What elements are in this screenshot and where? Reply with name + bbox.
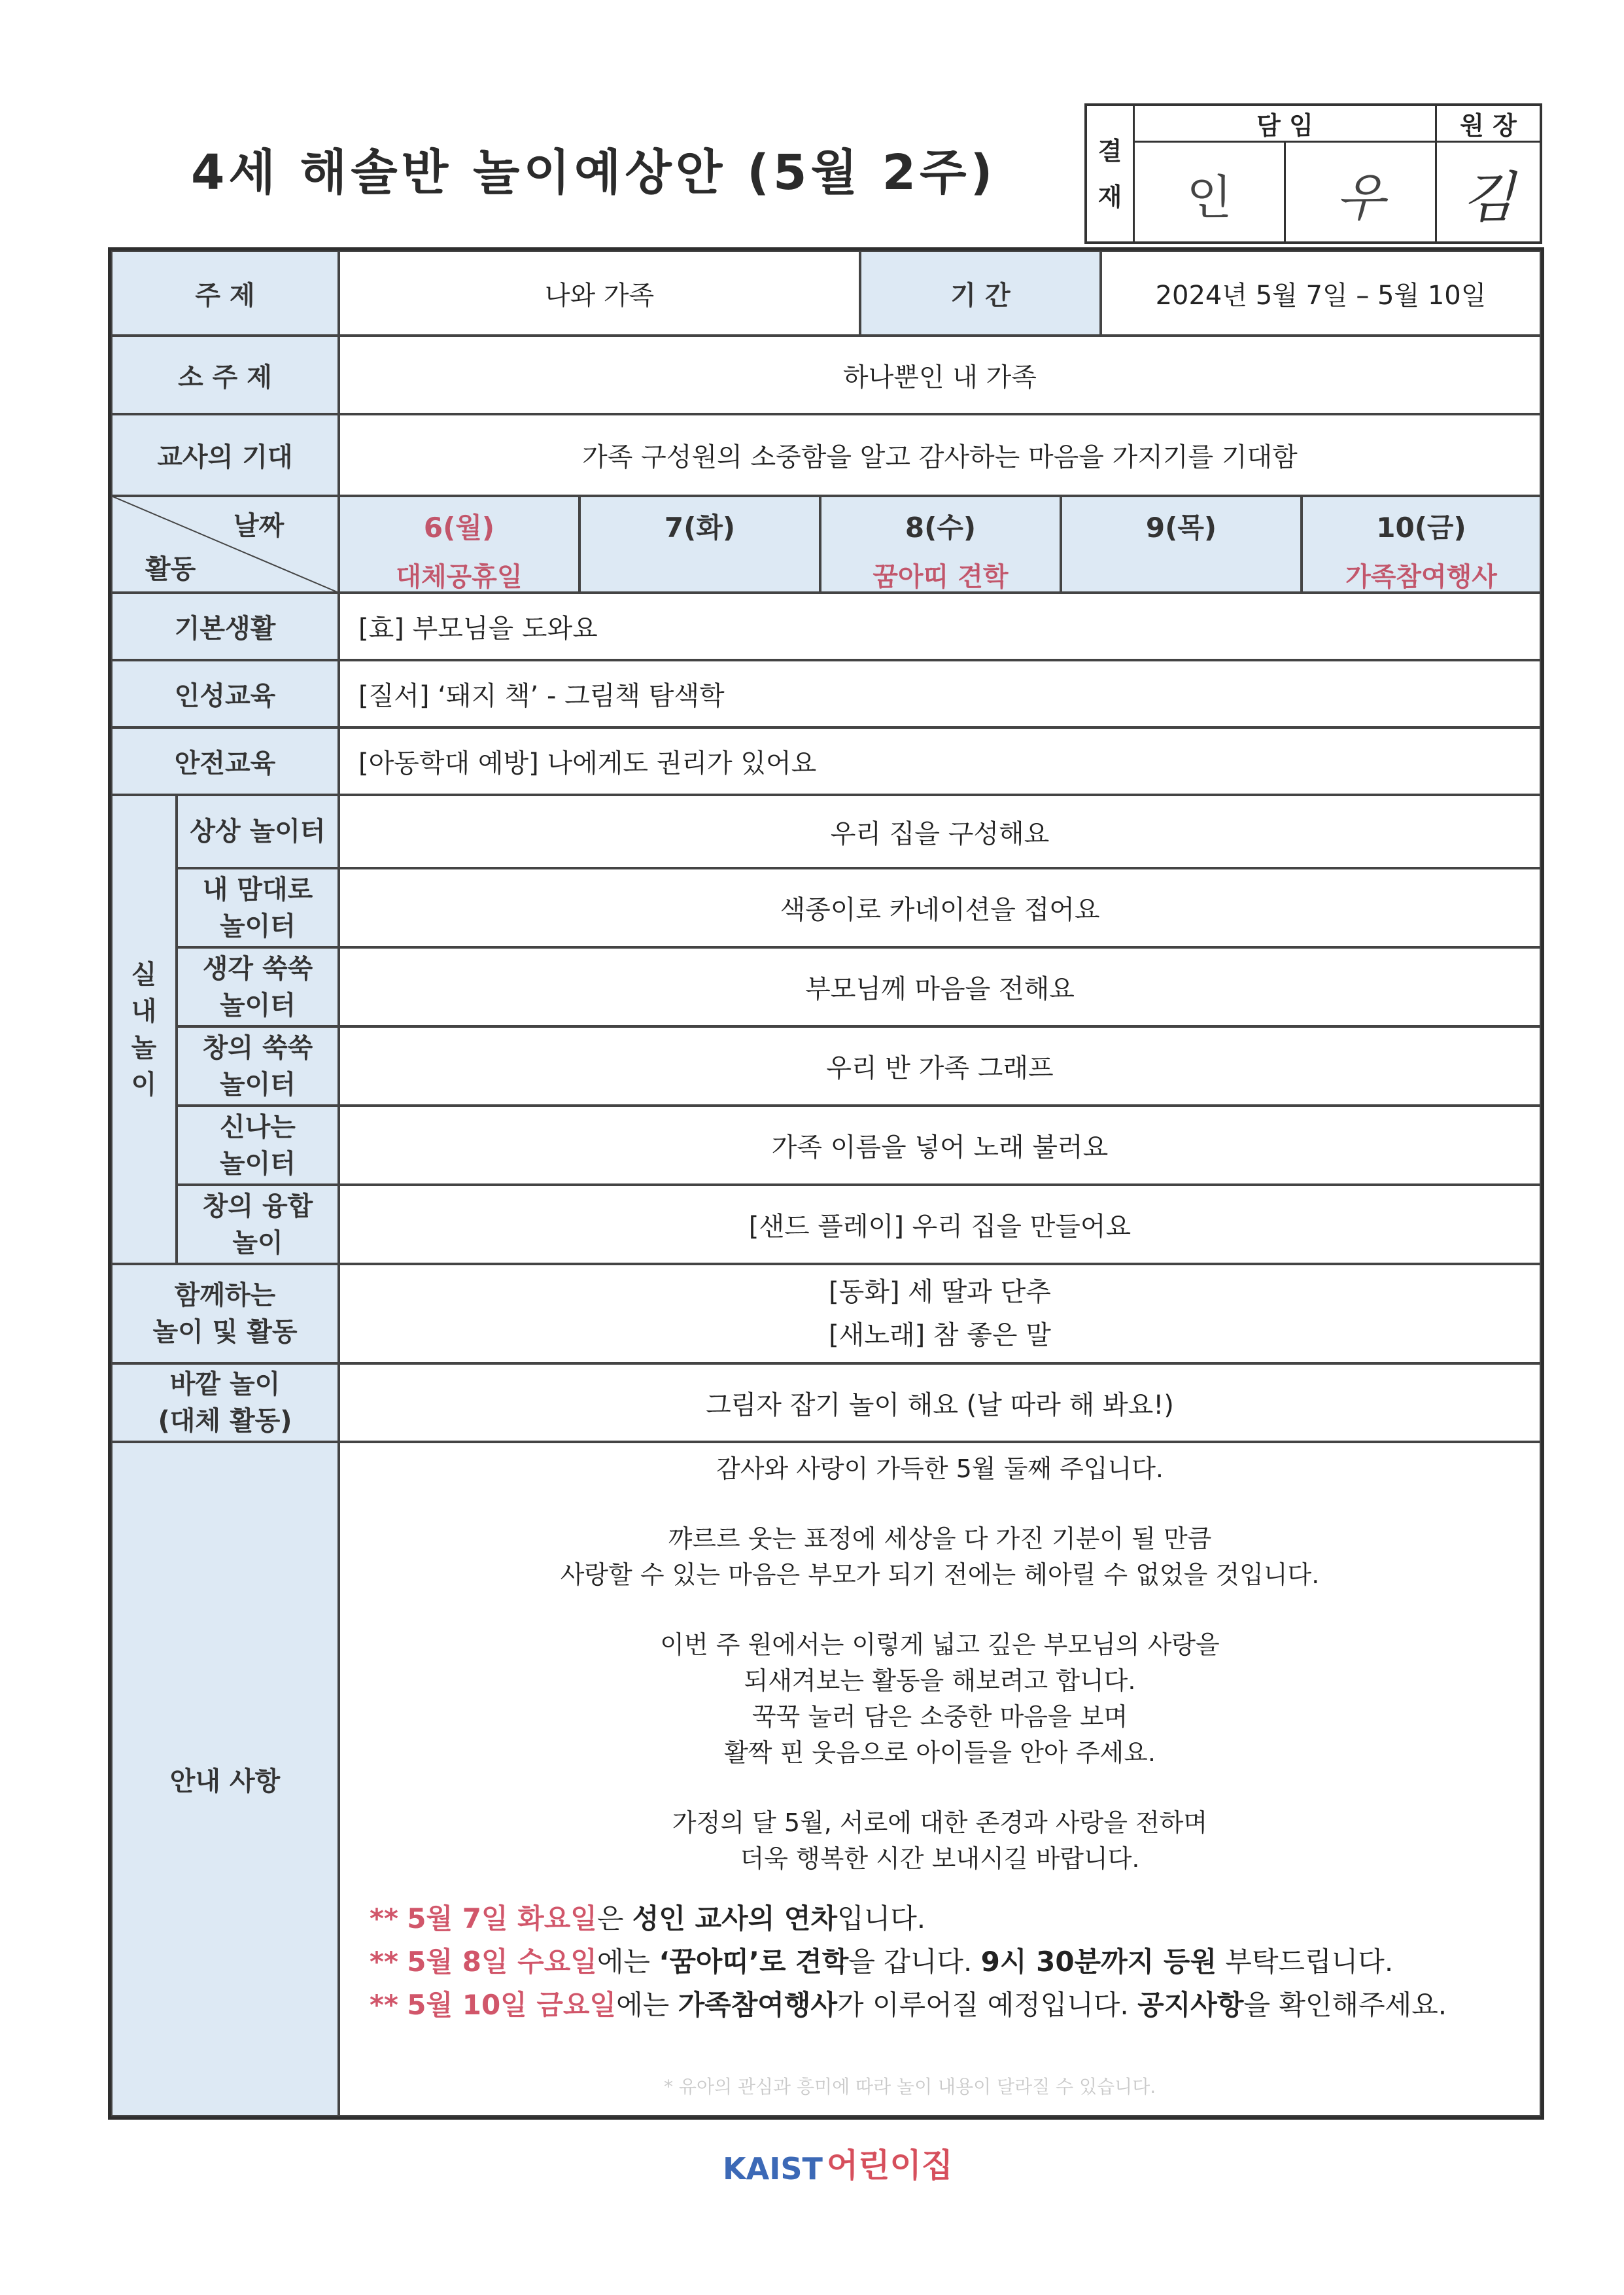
indoor-label-char: 놀 xyxy=(131,1032,157,1063)
basic-life-label: 기본생활 xyxy=(111,593,339,660)
subtheme-value: 하나뿐인 내 가족 xyxy=(339,336,1541,414)
subtheme-label: 소 주 제 xyxy=(111,336,339,414)
notice-bold: ‘꿈아띠’로 견학 xyxy=(659,1946,849,1978)
day-tue xyxy=(579,496,820,593)
notice-paragraph: 꾹꾹 눌러 담은 소중한 마음을 보며 xyxy=(752,1702,1128,1731)
day-date: 7(화) xyxy=(664,512,736,544)
homeroom-signature-1: 인 xyxy=(1133,143,1284,244)
date-label: 날짜 xyxy=(233,511,285,541)
activity-label: 활동 xyxy=(145,554,196,584)
plan-table xyxy=(108,247,1544,2120)
indoor-label-char: 내 xyxy=(131,996,157,1026)
indoor-item-label-line: 창의 쑥쑥 xyxy=(202,1032,313,1063)
day-fri xyxy=(1302,496,1541,593)
day-wed xyxy=(820,496,1061,593)
indoor-item-content: 부모님께 마음을 전해요 xyxy=(339,947,1541,1026)
notice-paragraph: 감사와 사랑이 가득한 5월 둘째 주입니다. xyxy=(716,1454,1164,1483)
logo-text-en: KAIST xyxy=(723,2151,823,2186)
indoor-item-content: 우리 반 가족 그래프 xyxy=(339,1026,1541,1106)
notice-paragraph: 가정의 달 5월, 서로에 대한 존경과 사랑을 전하며 xyxy=(672,1808,1208,1837)
indoor-item-label-line: 놀이 xyxy=(232,1227,283,1258)
star-marker: ** xyxy=(370,1902,398,1935)
indoor-item-label-line: 창의 융합 xyxy=(202,1191,313,1221)
notice-paragraph: 활짝 핀 웃음으로 아이들을 안아 주세요. xyxy=(724,1738,1156,1767)
together-label xyxy=(111,1264,339,1363)
notice-bold: 9시 30분까지 등원 xyxy=(980,1946,1217,1978)
notice-paragraph: 되새겨보는 활동을 해보려고 합니다. xyxy=(744,1666,1136,1695)
basic-life-value: [효] 부모님을 도와요 xyxy=(339,593,1541,660)
day-date: 8(수) xyxy=(905,512,976,544)
theme-value: 나와 가족 xyxy=(339,251,860,336)
indoor-item-content: 색종이로 카네이션을 접어요 xyxy=(339,868,1541,947)
indoor-item-label-line: 놀이터 xyxy=(220,1069,296,1100)
indoor-item-label-line: 놀이터 xyxy=(220,1148,296,1179)
indoor-label-char: 이 xyxy=(131,1069,157,1100)
notice-bold: 성인 교사의 연차 xyxy=(632,1902,838,1935)
notice-text: 에는 xyxy=(616,1989,678,2021)
character-value: [질서] ‘돼지 책’ - 그림책 탐색학 xyxy=(339,660,1541,727)
indoor-item-label-line: 생각 쑥쑥 xyxy=(202,953,313,984)
notice-text: 을 갑니다. xyxy=(848,1946,981,1978)
together-label-line: 함께하는 xyxy=(174,1280,276,1310)
indoor-item-label xyxy=(177,868,339,947)
theme-label: 주 제 xyxy=(111,251,339,336)
safety-value: [아동학대 예방] 나에게도 권리가 있어요 xyxy=(339,727,1541,795)
approval-label-char: 결 xyxy=(1097,136,1122,166)
together-content xyxy=(339,1264,1541,1363)
together-line: [동화] 세 딸과 단추 xyxy=(829,1277,1051,1307)
indoor-item-label-line: 신나는 xyxy=(220,1112,296,1142)
homeroom-header: 담 임 xyxy=(1133,106,1435,143)
indoor-item-label xyxy=(177,795,339,868)
notice-item xyxy=(370,1984,1447,2027)
safety-label: 안전교육 xyxy=(111,727,339,795)
star-marker: ** xyxy=(370,1989,398,2021)
notice-item xyxy=(370,1897,1447,1940)
logo-text-kr: 어린이집 xyxy=(826,2146,954,2184)
indoor-play-group-label xyxy=(111,795,177,1264)
character-label: 인성교육 xyxy=(111,660,339,727)
period-label: 기 간 xyxy=(860,251,1101,336)
indoor-item-content: 가족 이름을 넣어 노래 불러요 xyxy=(339,1106,1541,1185)
indoor-item-label-line: 내 맘대로 xyxy=(202,874,313,905)
indoor-item-label xyxy=(177,1106,339,1185)
outdoor-label xyxy=(111,1363,339,1442)
indoor-item-label xyxy=(177,1185,339,1264)
director-signature: 김 xyxy=(1435,143,1540,244)
indoor-item-content: [샌드 플레이] 우리 집을 만들어요 xyxy=(339,1185,1541,1264)
star-marker: ** xyxy=(370,1946,398,1978)
notice-bold: 가족참여행사 xyxy=(678,1989,838,2021)
notice-text: 가 이루어질 예정입니다. xyxy=(837,1989,1138,2021)
homeroom-signature-2: 우 xyxy=(1284,143,1435,244)
notice-text: 입니다. xyxy=(837,1902,926,1935)
notice-paragraph: 꺄르르 웃는 표정에 세상을 다 가진 기분이 될 만큼 xyxy=(668,1524,1212,1553)
day-thu xyxy=(1061,496,1302,593)
indoor-item-label xyxy=(177,1026,339,1106)
notice-text: 에는 xyxy=(596,1946,659,1978)
indoor-item-label-line: 상상 놀이터 xyxy=(190,816,326,847)
indoor-label-char: 실 xyxy=(131,959,157,990)
notice-label: 안내 사항 xyxy=(111,1442,339,2116)
day-event: 가족참여행사 xyxy=(1345,562,1497,592)
outdoor-label-line: (대체 활동) xyxy=(158,1406,292,1436)
together-line: [새노래] 참 좋은 말 xyxy=(829,1320,1051,1350)
notice-bold: 공지사항 xyxy=(1137,1989,1244,2021)
day-date: 10(금) xyxy=(1376,512,1466,544)
approval-box xyxy=(1084,103,1542,244)
footnote: * 유아의 관심과 흥미에 따라 놀이 내용이 달라질 수 있습니다. xyxy=(664,2076,1156,2097)
indoor-item-label xyxy=(177,947,339,1026)
notice-date: 5월 8일 수요일 xyxy=(407,1946,597,1978)
day-date: 9(목) xyxy=(1145,512,1217,544)
notice-paragraph: 더욱 행복한 시간 보내시길 바랍니다. xyxy=(740,1844,1140,1873)
notice-item xyxy=(370,1940,1447,1984)
together-label-line: 놀이 및 활동 xyxy=(152,1317,298,1347)
outdoor-content: 그림자 잡기 놀이 해요 (날 따라 해 봐요!) xyxy=(339,1363,1541,1442)
expectation-value: 가족 구성원의 소중함을 알고 감사하는 마음을 가지기를 기대함 xyxy=(339,414,1541,496)
notice-text: 은 xyxy=(596,1902,632,1935)
indoor-item-label-line: 놀이터 xyxy=(220,911,296,941)
approval-label-char: 재 xyxy=(1097,182,1122,211)
notice-paragraph: 이번 주 원에서는 이렇게 넓고 깊은 부모님의 사랑을 xyxy=(660,1630,1220,1659)
date-activity-header xyxy=(111,496,339,593)
period-value: 2024년 5월 7일 – 5월 10일 xyxy=(1101,251,1541,336)
kaist-logo xyxy=(723,2139,953,2186)
notice-highlights xyxy=(370,1897,1447,2027)
expectation-label: 교사의 기대 xyxy=(111,414,339,496)
director-header: 원 장 xyxy=(1435,106,1540,143)
approval-label xyxy=(1087,106,1133,241)
day-date: 6(월) xyxy=(423,512,495,544)
notice-text: 부탁드립니다. xyxy=(1217,1946,1394,1978)
day-event: 꿈아띠 견학 xyxy=(872,562,1009,592)
day-event: 대체공휴일 xyxy=(396,562,523,592)
notice-paragraph: 사랑할 수 있는 마음은 부모가 되기 전에는 헤아릴 수 없었을 것입니다. xyxy=(560,1560,1320,1589)
day-mon xyxy=(339,496,579,593)
notice-date: 5월 7일 화요일 xyxy=(407,1902,597,1935)
page-title: 4세 해솔반 놀이예상안 (5월 2주) xyxy=(191,145,997,201)
notice-text: 을 확인해주세요. xyxy=(1243,1989,1447,2021)
outdoor-label-line: 바깥 놀이 xyxy=(169,1369,281,1399)
indoor-item-content: 우리 집을 구성해요 xyxy=(339,795,1541,868)
notice-date: 5월 10일 금요일 xyxy=(407,1989,617,2021)
indoor-item-label-line: 놀이터 xyxy=(220,990,296,1021)
